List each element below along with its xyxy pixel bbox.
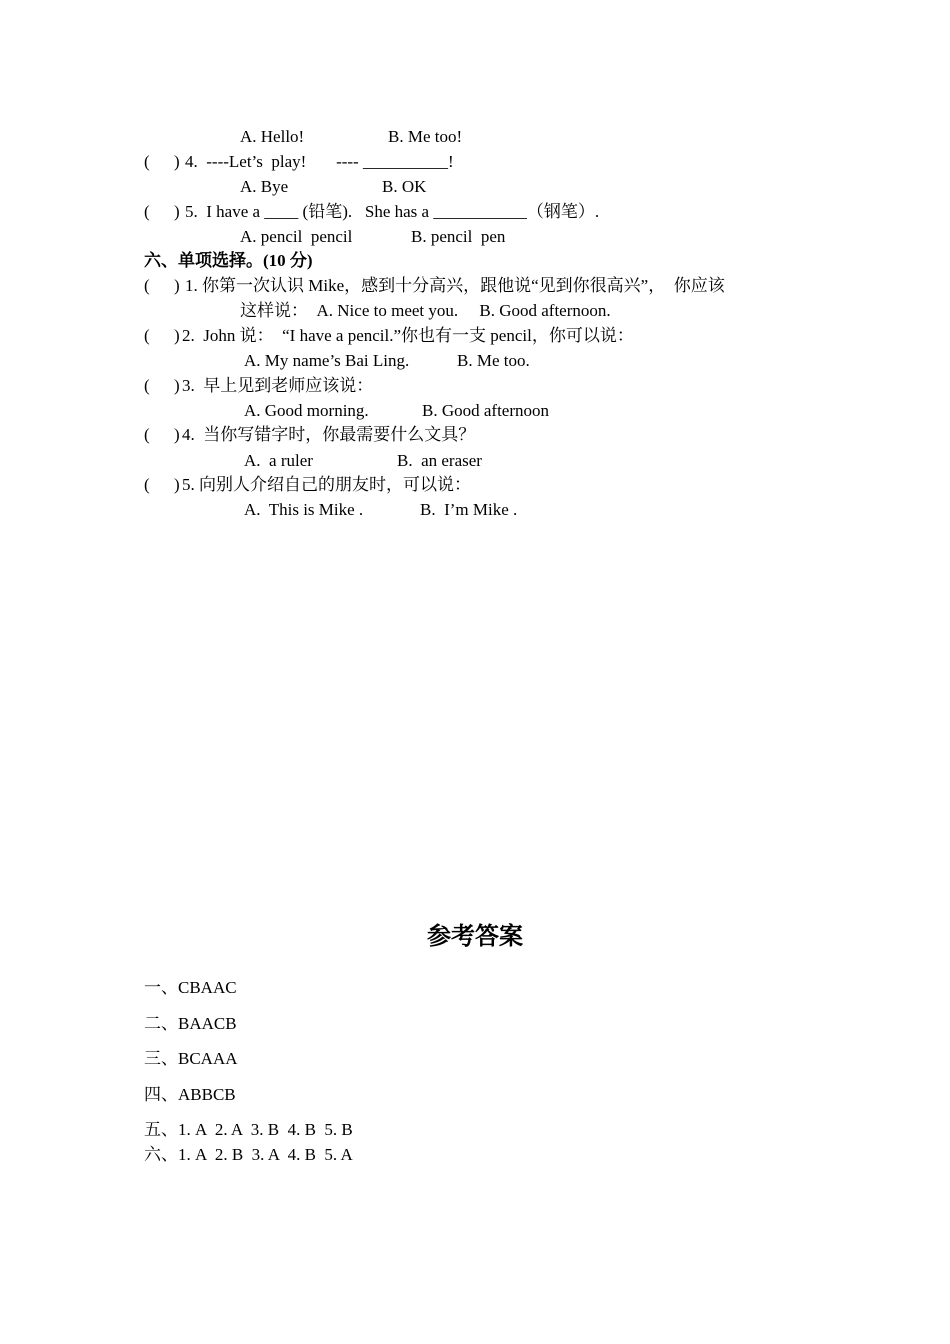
s5-q4-paren-open: (: [144, 152, 150, 171]
s5-q5-option-b: B. pencil pen: [411, 227, 506, 246]
s5-q4-text: 4. ----Let’s play! ---- __________!: [185, 152, 454, 171]
s6-q5-paren-open: (: [144, 475, 150, 494]
s6-q4-paren-close: ): [174, 425, 180, 444]
answer-key-title: 参考答案: [427, 924, 523, 950]
s6-q1-text: 1. 你第一次认识 Mike，感到十分高兴，跟他说“见到你很高兴”， 你应该: [185, 276, 725, 295]
s5-q5-option-a: A. pencil pencil: [240, 227, 353, 246]
s6-q1-continuation: 这样说： A. Nice to meet you. B. Good afternoon.: [240, 301, 611, 320]
section6-heading: 六、单项选择。(10 分): [144, 251, 313, 270]
s5-q4-option-a: A. Bye: [240, 177, 289, 196]
s6-q5-text: 5. 向别人介绍自己的朋友时，可以说：: [182, 475, 471, 494]
answer-line-5: 五、1. A 2. A 3. B 4. B 5. B: [144, 1120, 353, 1139]
answer-line-3: 三、BCAAA: [144, 1049, 238, 1068]
s6-q4-option-a: A. a ruler: [244, 451, 313, 470]
answer-line-6: 六、1. A 2. B 3. A 4. B 5. A: [144, 1145, 353, 1164]
s6-q2-paren-close: ): [174, 326, 180, 345]
s6-q3-text: 3. 早上见到老师应该说：: [182, 376, 374, 395]
s6-q3-option-b: B. Good afternoon: [422, 401, 550, 420]
answer-line-2: 二、BAACB: [144, 1014, 237, 1033]
s6-q1-paren-close: ): [174, 276, 180, 295]
s6-q2-option-a: A. My name’s Bai Ling.: [244, 351, 410, 370]
s5-q4-option-b: B. OK: [382, 177, 427, 196]
s5-q4-paren-close: ): [174, 152, 180, 171]
s6-q4-paren-open: (: [144, 425, 150, 444]
s6-q5-paren-close: ): [174, 475, 180, 494]
s5-q5-paren-open: (: [144, 202, 150, 221]
s6-q5-option-b: B. I’m Mike .: [420, 500, 518, 519]
q3-option-a: A. Hello!: [240, 127, 305, 146]
s6-q3-paren-close: ): [174, 376, 180, 395]
s6-q3-paren-open: (: [144, 376, 150, 395]
s6-q2-text: 2. John 说： “I have a pencil.”你也有一支 pencil，你可以说：: [182, 326, 634, 345]
answer-line-4: 四、ABBCB: [144, 1085, 236, 1104]
s6-q4-option-b: B. an eraser: [397, 451, 482, 470]
s5-q5-text: 5. I have a ____ (铅笔). She has a ___________（钢笔）.: [185, 202, 600, 221]
s6-q3-option-a: A. Good morning.: [244, 401, 369, 420]
s6-q2-paren-open: (: [144, 326, 150, 345]
s6-q2-option-b: B. Me too.: [457, 351, 530, 370]
s6-q5-option-a: A. This is Mike .: [244, 500, 364, 519]
s5-q5-paren-close: ): [174, 202, 180, 221]
q3-option-b: B. Me too!: [388, 127, 463, 146]
s6-q1-paren-open: (: [144, 276, 150, 295]
s6-q4-text: 4. 当你写错字时，你最需要什么文具？: [182, 425, 476, 444]
answer-line-1: 一、CBAAC: [144, 978, 237, 997]
